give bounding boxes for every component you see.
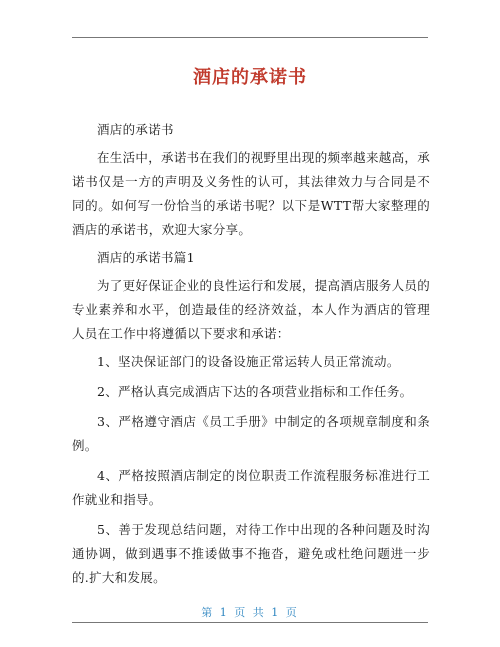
list-item-2: 2、严格认真完成酒店下达的各项营业指标和工作任务。 — [97, 384, 413, 399]
paragraph-intro: 在生活中，承诺书在我们的视野里出现的频率越来越高，承诺书仅是一方的声明及义务性的认可，其法律效力与合同是不同的。如何写一份恰当的承诺书呢？以下是WTT帮大家整理的酒店的承诺书，欢迎大家分享。 — [72, 150, 430, 237]
list-item-3: 3、严格遵守酒店《员工手册》中制定的各项规章制度和条例。 — [72, 414, 430, 453]
footer-rule — [72, 622, 428, 623]
document-title: 酒店的承诺书 — [193, 67, 307, 88]
header-rule — [72, 37, 428, 38]
list-item-5: 5、善于发现总结问题，对待工作中出现的各种问题及时沟通协调，做到遇事不推诿做事不拖沓，避免或杜绝问题进一步的.扩大和发展。 — [72, 522, 430, 585]
paragraph-section-title: 酒店的承诺书篇1 — [97, 250, 195, 265]
document-body — [72, 118, 430, 596]
page-footer: 第 1 页 共 1 页 — [201, 606, 299, 619]
paragraph-commitment: 为了更好保证企业的良性运行和发展，提高酒店服务人员的专业素养和水平，创造最佳的经济效益，本人作为酒店的管理人员在工作中将遵循以下要求和承诺： — [72, 278, 430, 341]
paragraph-heading: 酒店的承诺书 — [97, 122, 174, 137]
list-item-1: 1、坚决保证部门的设备设施正常运转人员正常流动。 — [97, 354, 400, 369]
list-item-4: 4、严格按照酒店制定的岗位职责工作流程服务标准进行工作就业和指导。 — [72, 468, 430, 507]
